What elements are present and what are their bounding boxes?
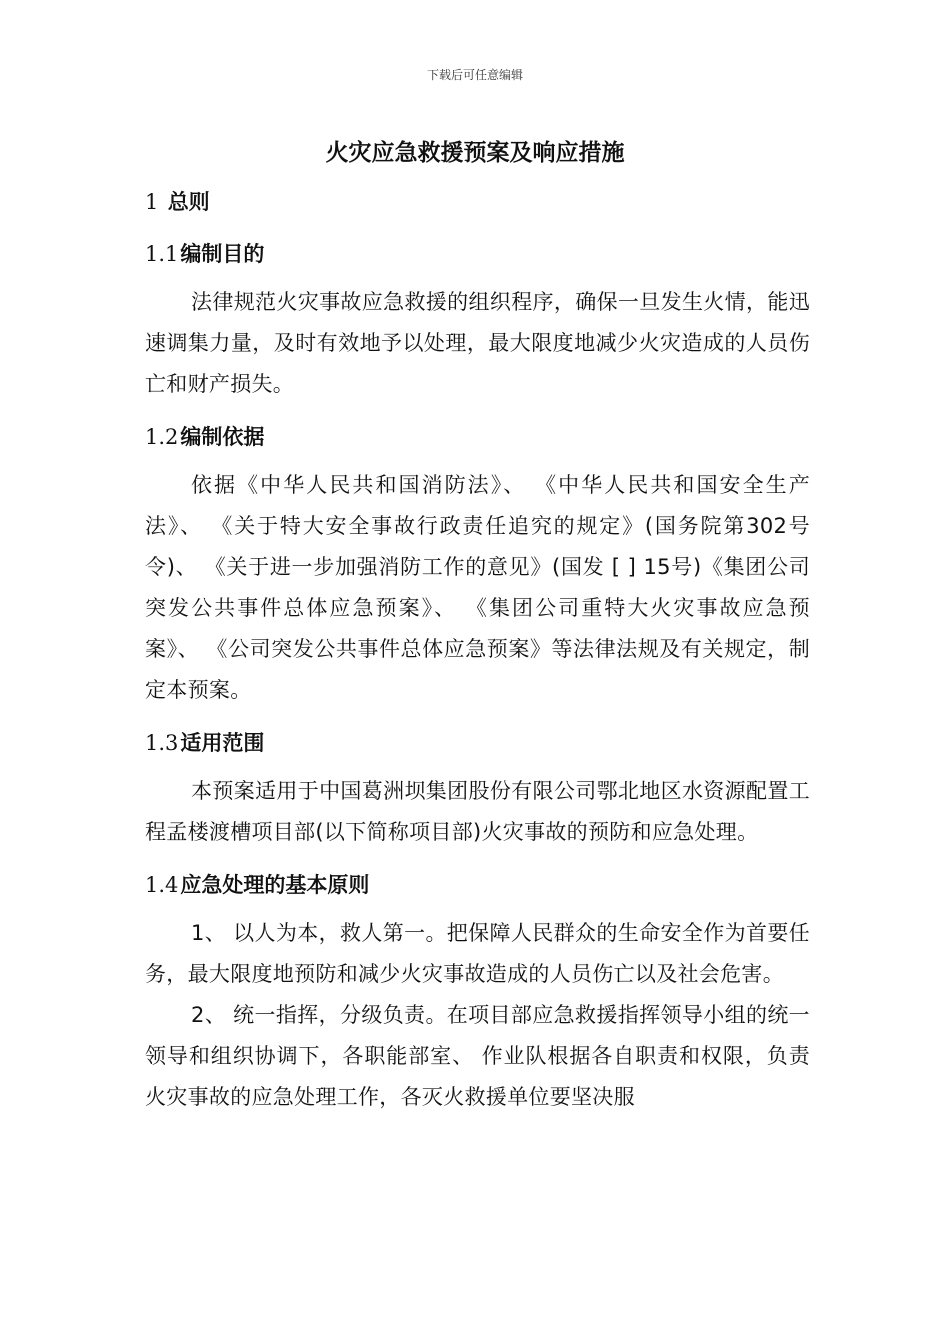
paragraph-principle-1: 1、 以人为本，救人第一。把保障人民群众的生命安全作为首要任务，最大限度地预防和减少火灾事故造成的人员伤亡以及社会危害。 — [145, 921, 810, 986]
section-number: 1.2 — [145, 425, 179, 449]
section-title: 编制依据 — [180, 425, 265, 449]
document-body — [145, 182, 810, 1118]
document-title: 火灾应急救援预案及响应措施 — [325, 140, 625, 166]
section-title: 适用范围 — [180, 731, 265, 755]
section-title: 应急处理的基本原则 — [180, 873, 370, 897]
section-heading-1-3 — [145, 723, 810, 763]
section-heading-1 — [145, 182, 810, 222]
section-heading-1-4 — [145, 865, 810, 905]
paragraph-principle-2: 2、 统一指挥，分级负责。在项目部应急救援指挥领导小组的统一领导和组织协调下，各职能部室、 作业队根据各自职责和权限，负责火灾事故的应急处理工作，各灭火救援单位要坚决服 — [145, 1003, 810, 1109]
section-heading-1-1 — [145, 234, 810, 274]
paragraph-purpose: 法律规范火灾事故应急救援的组织程序，确保一旦发生火情，能迅速调集力量，及时有效地予以处理，最大限度地减少火灾造成的人员伤亡和财产损失。 — [145, 290, 810, 396]
header-note: 下载后可任意编辑 — [426, 68, 523, 82]
section-number: 1.1 — [145, 242, 179, 266]
section-number: 1.4 — [145, 873, 179, 897]
paragraph-basis: 依据《中华人民共和国消防法》、 《中华人民共和国安全生产法》、 《关于特大安全事故行政责任追究的规定》(国务院第302号令)、 《关于进一步加强消防工作的意见》(国发 [ ] 15号)《集团公司突发公共事件总体应急预案》、 《集团公司重特大火灾事故应急预案》、 《公司突发公共事件总体应急预案》等法律法规及有关规定，制定本预案。 — [145, 473, 810, 702]
section-heading-1-2 — [145, 417, 810, 457]
section-number: 1.3 — [145, 731, 179, 755]
section-title: 编制目的 — [180, 242, 265, 266]
paragraph-scope: 本预案适用于中国葛洲坝集团股份有限公司鄂北地区水资源配置工程孟楼渡槽项目部(以下简称项目部)火灾事故的预防和应急处理。 — [145, 779, 810, 844]
section-number: 1 — [145, 190, 159, 214]
section-title: 总则 — [167, 190, 210, 214]
